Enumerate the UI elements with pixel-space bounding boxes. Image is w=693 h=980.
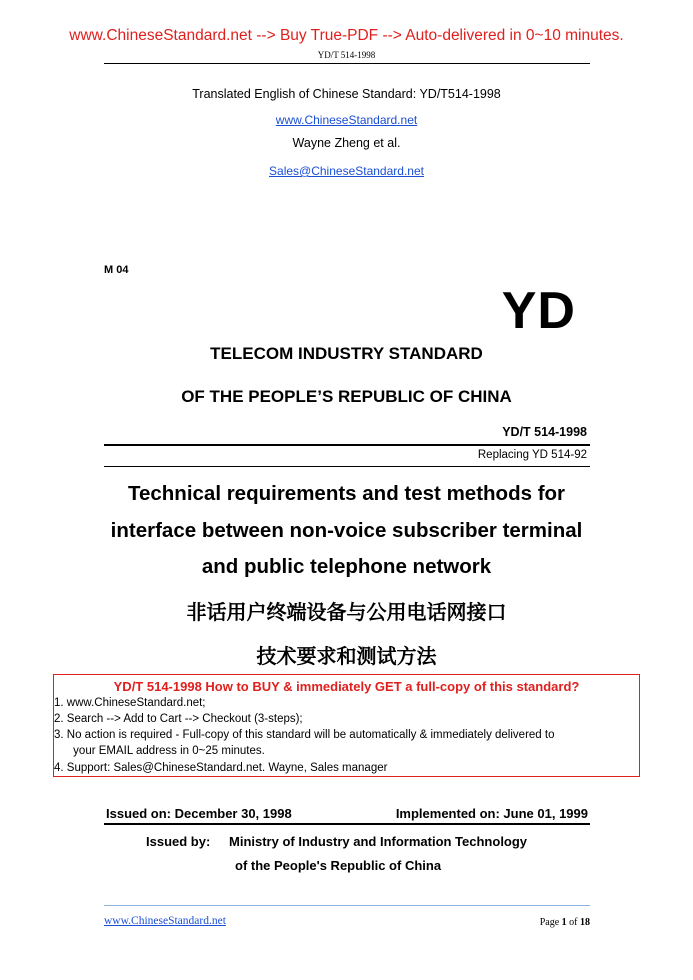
- footer-site-link[interactable]: www.ChineseStandard.net: [104, 915, 226, 927]
- title-cn-line2: 技术要求和测试方法: [256, 644, 437, 668]
- page-prefix: Page: [539, 917, 562, 928]
- site-link[interactable]: www.ChineseStandard.net: [275, 113, 418, 127]
- buy-step-3-cont: your EMAIL address in 0~25 minutes.: [54, 745, 265, 757]
- issued-rule: [104, 823, 590, 825]
- standard-code: YD/T 514-1998: [502, 425, 587, 439]
- buy-info-box: [53, 674, 640, 777]
- replacing-rule: [104, 466, 590, 467]
- buy-step-4: 4. Support: Sales@ChineseStandard.net. Wayne, Sales manager: [54, 762, 388, 774]
- classification-code: M 04: [104, 264, 129, 276]
- title-cn-line1: 非话用户终端设备与公用电话网接口: [186, 600, 507, 624]
- email-link-row: [0, 162, 693, 180]
- title-en-line1: Technical requirements and test methods for: [127, 482, 566, 505]
- author-line: Wayne Zheng et al.: [292, 136, 401, 150]
- email-link[interactable]: Sales@ChineseStandard.net: [269, 164, 424, 178]
- page-number: [540, 917, 590, 928]
- buy-box-heading[interactable]: YD/T 514-1998 How to BUY & immediately GET a full-copy of this standard?: [113, 679, 580, 694]
- issued-on: Issued on: December 30, 1998: [106, 806, 292, 821]
- page-mid: of: [566, 917, 580, 928]
- code-rule: [104, 444, 590, 446]
- issued-by-org: Ministry of Industry and Information Technology: [229, 834, 528, 849]
- running-header: YD/T 514-1998: [317, 50, 376, 60]
- buy-step-3: 3. No action is required - Full-copy of this standard will be automatically & immediately delivered to: [54, 729, 555, 741]
- standard-type-line1: TELECOM INDUSTRY STANDARD: [210, 344, 483, 363]
- implemented-on: Implemented on: June 01, 1999: [395, 806, 588, 821]
- buy-step-2: 2. Search --> Add to Cart --> Checkout (3-steps);: [54, 713, 303, 725]
- promo-banner[interactable]: www.ChineseStandard.net --> Buy True-PDF --> Auto-delivered in 0~10 minutes.: [69, 27, 624, 44]
- standard-type-line2: OF THE PEOPLE’S REPUBLIC OF CHINA: [181, 387, 512, 406]
- title-en-line3: and public telephone network: [201, 555, 492, 578]
- page-current: 1: [561, 917, 567, 928]
- page-total: 18: [580, 917, 590, 928]
- buy-step-1: 1. www.ChineseStandard.net;: [54, 697, 206, 709]
- replacing-note: Replacing YD 514-92: [477, 449, 587, 461]
- standard-mark: YD: [501, 282, 576, 340]
- site-link-row: [0, 111, 693, 129]
- issued-by-country: of the People's Republic of China: [235, 858, 442, 873]
- header-rule: [104, 63, 590, 64]
- translation-line: Translated English of Chinese Standard: YD/T514-1998: [192, 87, 501, 101]
- issued-by-label: Issued by:: [146, 834, 211, 849]
- footer-rule: [104, 905, 590, 906]
- title-en-line2: interface between non-voice subscriber terminal: [110, 519, 583, 542]
